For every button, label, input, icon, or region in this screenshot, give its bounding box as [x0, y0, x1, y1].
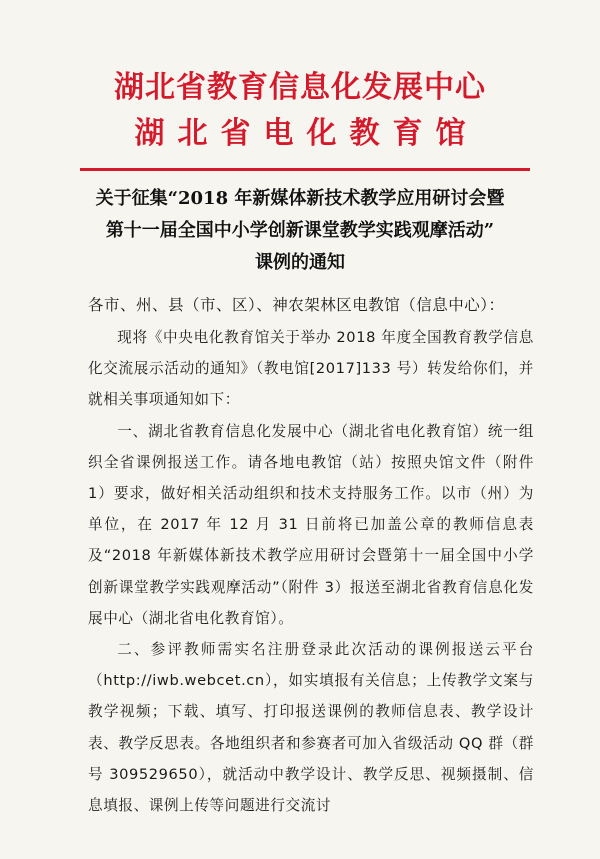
title-line-1: 关于征集“2018 年新媒体新技术教学应用研讨会暨: [95, 188, 505, 209]
title-line-3: 课例的通知: [255, 252, 345, 273]
document-title: [0, 183, 600, 279]
letterhead-divider: [80, 168, 530, 171]
document-body: [88, 322, 534, 821]
salutation: 各市、州、县（市、区）、神农架林区电教馆（信息中心）：: [88, 296, 505, 314]
letterhead: [0, 68, 600, 154]
letterhead-org-name-2: 湖北省电化教育馆: [134, 116, 479, 151]
title-line-2: 第十一届全国中小学创新课堂教学实践观摩活动”: [105, 220, 495, 241]
letterhead-org-name-1: 湖北省教育信息化发展中心: [114, 70, 486, 105]
paragraph-item-1: 一、湖北省教育信息化发展中心（湖北省电化教育馆）统一组织全省课例报送工作。请各地电教馆（站）按照央馆文件（附件 1）要求，做好相关活动组织和技术支持服务工作。以市（州）为单位，在 2017 年 12 月 31 日前将已加盖公章的教师信息表及“2018 年新媒体新技术教学应用研讨会暨第十一届全国中小学创新课堂教学实践观摩活动”（附件 3）报送至湖北省教育信息化发展中心（湖北省电化教育馆）。: [88, 422, 534, 627]
paragraph-item-2: 二、参评教师需实名注册登录此次活动的课例报送云平台（http://iwb.webcet.cn），如实填报有关信息；上传教学文案与教学视频；下载、填写、打印报送课例的教师信息表、教学设计表、教学反思表。各地组织者和参赛者可加入省级活动 QQ 群（群号 309529650），就活动中教学设计、教学反思、视频摄制、信息填报、课例上传等问题进行交流讨: [88, 641, 534, 815]
paragraph-intro: 现将《中央电化教育馆关于举办 2018 年度全国教育教学信息化交流展示活动的通知》（教电馆[2017]133 号）转发给你们，并就相关事项通知如下：: [88, 329, 534, 409]
